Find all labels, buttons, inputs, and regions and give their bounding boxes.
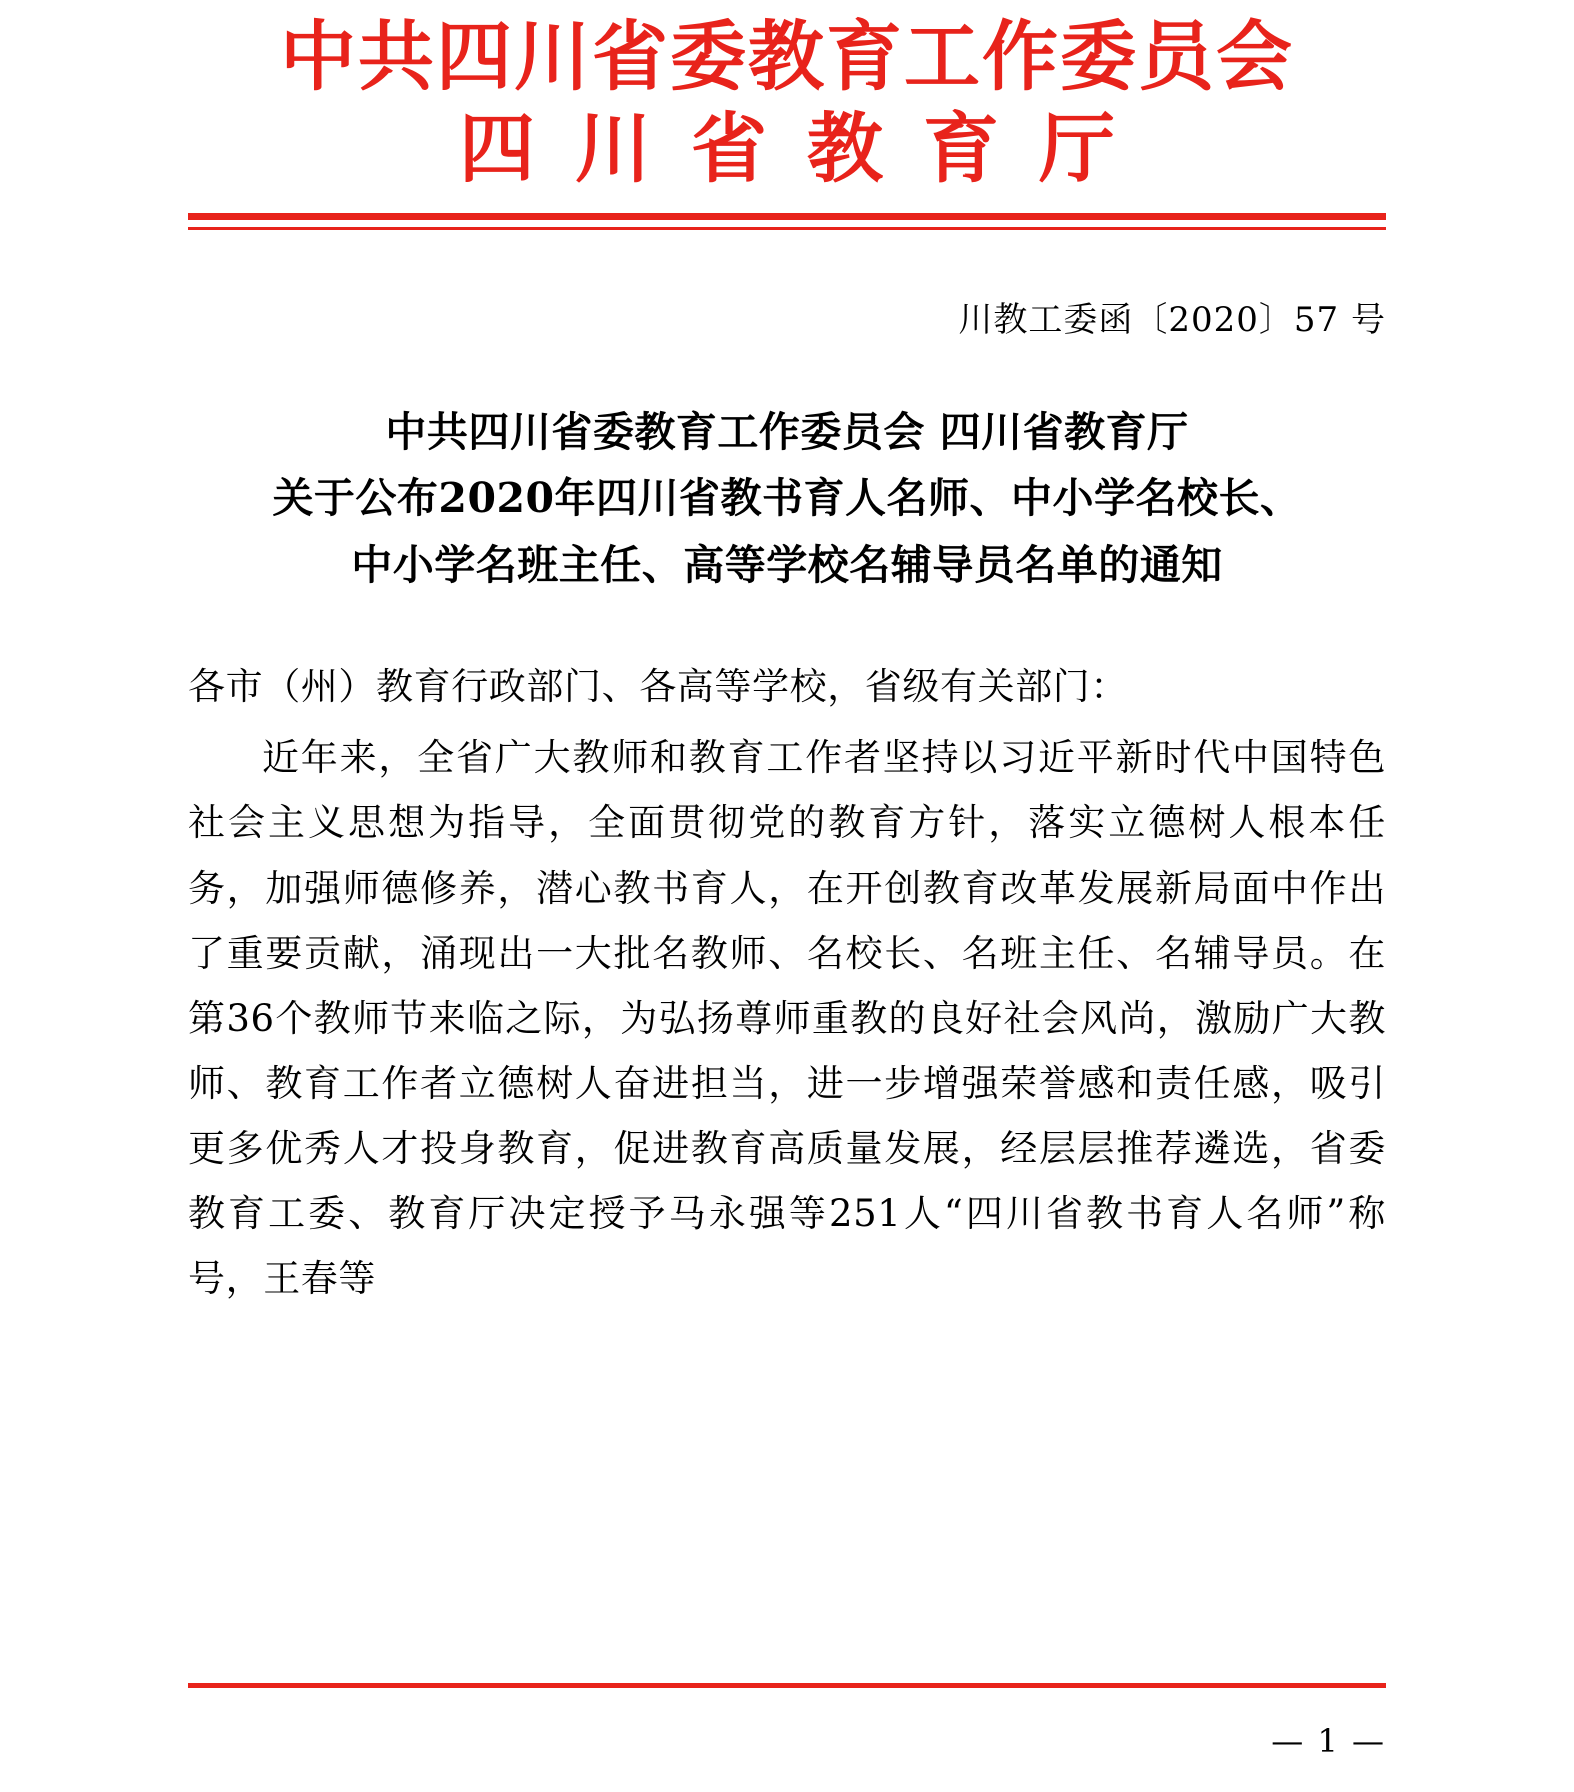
document-title <box>167 399 1407 598</box>
title-line-2: 关于公布2020年四川省教书育人名师、中小学名校长、 <box>272 474 1302 523</box>
letterhead-line-2: 四川省教育厅 <box>459 103 1155 193</box>
salutation: 各市（州）教育行政部门、各高等学校，省级有关部门： <box>188 665 1128 709</box>
footer-rule <box>188 1683 1386 1688</box>
document-number: 川教工委函〔2020〕57 号 <box>958 300 1386 341</box>
letterhead <box>0 0 1574 193</box>
title-line-3: 中小学名班主任、高等学校名辅导员名单的通知 <box>351 540 1223 589</box>
letterhead-divider <box>188 213 1386 230</box>
letterhead-line-1: 中共四川省委教育工作委员会 <box>280 12 1294 101</box>
footer-divider <box>188 1683 1386 1688</box>
divider-thin-rule <box>188 227 1386 230</box>
document-body <box>188 654 1386 1311</box>
body-paragraph-1: 近年来，全省广大教师和教育工作者坚持以习近平新时代中国特色社会主义思想为指导，全面贯彻党的教育方针，落实立德树人根本任务，加强师德修养，潜心教书育人，在开创教育改革发展新局面中作出了重要贡献，涌现出一大批名教师、名校长、名班主任、名辅导员。在第36个教师节来临之际，为弘扬尊师重教的良好社会风尚，激励广大教师、教育工作者立德树人奋进担当，进一步增强荣誉感和责任感，吸引更多优秀人才投身教育，促进教育高质量发展，经层层推荐遴选，省委教育工委、教育厅决定授予马永强等251人“四川省教书育人名师”称号，王春等 <box>188 736 1386 1301</box>
divider-thick-rule <box>188 213 1386 220</box>
title-line-1: 中共四川省委教育工作委员会 四川省教育厅 <box>385 408 1189 457</box>
page-number: — 1 — <box>1271 1722 1386 1760</box>
